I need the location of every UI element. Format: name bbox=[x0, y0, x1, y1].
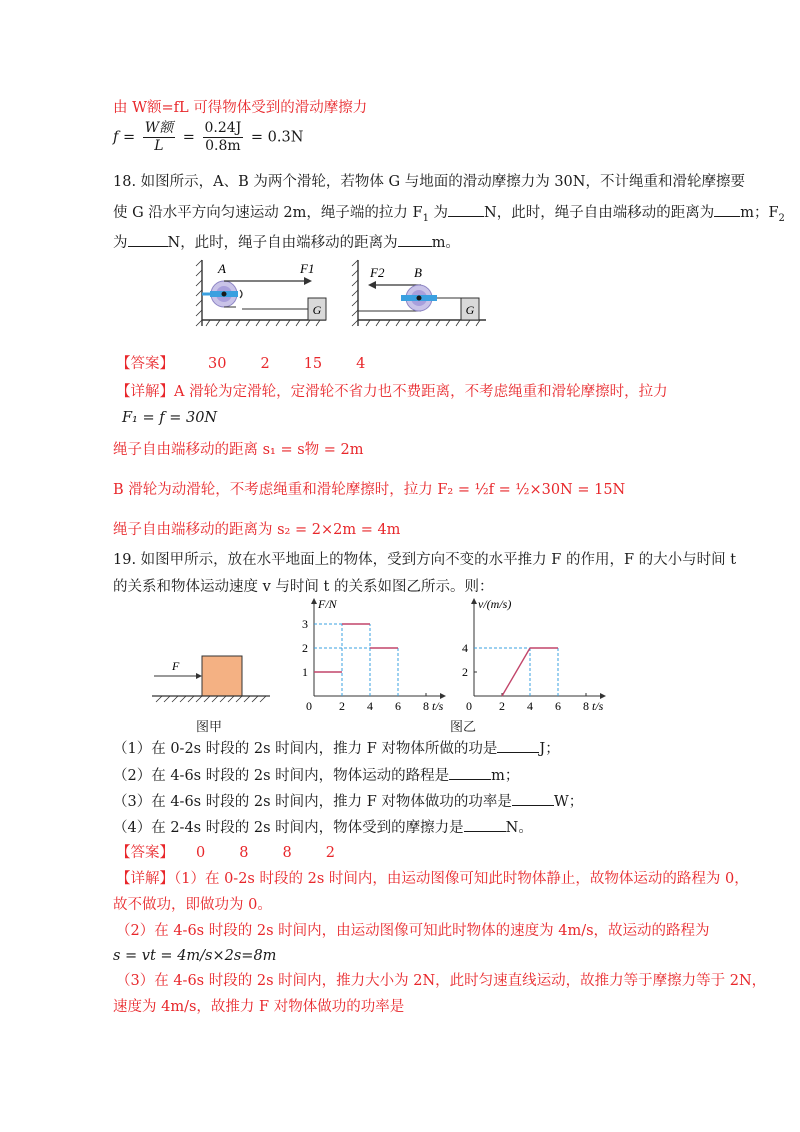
frac-den: 0.8m bbox=[205, 138, 241, 154]
answer-value: 2 bbox=[325, 845, 335, 861]
x-tick-label: 0 bbox=[306, 699, 312, 713]
q18-eq1: F₁ = f = 30N bbox=[122, 410, 218, 426]
answer-value: 8 bbox=[239, 845, 249, 861]
y-axis-label: F/N bbox=[318, 597, 337, 611]
fraction-w-over-l bbox=[143, 120, 175, 155]
q19-sub4 bbox=[113, 817, 533, 838]
answer-label: 【答案】 bbox=[116, 845, 174, 861]
force-f2-label: F2 bbox=[370, 265, 385, 280]
q19-text: （3）在 4-6s 时段的 2s 时间内，推力 F 对物体做功的功率是 bbox=[113, 794, 512, 810]
pulley-b-label: B bbox=[414, 265, 422, 280]
frac-num: 0.24J bbox=[204, 120, 242, 136]
x-tick-label: 6 bbox=[555, 699, 561, 713]
chart-force-vs-time bbox=[298, 596, 444, 713]
unit: W； bbox=[553, 794, 584, 810]
q19-detail-2a: （2）在 4-6s 时段的 2s 时间内，由运动图像可知此时物体的速度为 4m/s，故运动的路程为 bbox=[116, 923, 710, 939]
eq-result: = 0.3N bbox=[250, 129, 304, 146]
q19-line2: 的关系和物体运动速度 v 与时间 t 的关系如图乙所示。则： bbox=[113, 579, 494, 595]
q18-text: 使 G 沿水平方向匀速运动 2m，绳子端的拉力 F bbox=[113, 205, 423, 221]
fraction-values bbox=[203, 120, 244, 155]
block-g-label: G bbox=[465, 303, 475, 317]
friction-intro: 由 W额=fL 可得物体受到的滑动摩擦力 bbox=[113, 100, 368, 116]
answer-value: 2 bbox=[260, 356, 270, 372]
q18-blank-f1[interactable] bbox=[448, 202, 484, 217]
q18-blank-f2[interactable] bbox=[128, 232, 168, 247]
q18-detail-1 bbox=[116, 382, 668, 402]
x-tick-label: 2 bbox=[499, 699, 505, 713]
q18-line3 bbox=[113, 232, 460, 253]
y-tick-label: 1 bbox=[302, 665, 308, 679]
x-tick-label: 4 bbox=[367, 699, 373, 713]
answer-value: 4 bbox=[356, 356, 366, 372]
q18-text: m。 bbox=[431, 235, 460, 251]
x-tick-label: 2 bbox=[339, 699, 345, 713]
x-tick-label: 8 bbox=[423, 699, 429, 713]
y-axis-arrow bbox=[471, 598, 477, 604]
q18-text: N，此时，绳子自由端移动的距离为 bbox=[167, 235, 398, 251]
q19-detail-3a: （3）在 4-6s 时段的 2s 时间内，推力大小为 2N，此时匀速直线运动，故推力等于摩擦力等于 2N， bbox=[116, 973, 767, 989]
answer-value: 0 bbox=[196, 845, 206, 861]
q19-detail-3b: 速度为 4m/s，故推力 F 对物体做功的功率是 bbox=[113, 999, 405, 1015]
detail-label: 【详解】 bbox=[116, 384, 174, 400]
q18-line2 bbox=[113, 202, 785, 229]
pulley-figure-b bbox=[352, 260, 486, 326]
q19-sub1 bbox=[113, 738, 560, 759]
force-f-label: F bbox=[172, 659, 180, 673]
x-tick-label: 4 bbox=[527, 699, 533, 713]
sub: 1 bbox=[422, 212, 429, 224]
x-tick-label: 8 bbox=[583, 699, 589, 713]
block-g-label: G bbox=[312, 303, 322, 317]
q18-text: N，此时，绳子自由端移动的距离为 bbox=[484, 205, 715, 221]
q18-text: 为 bbox=[428, 205, 449, 221]
q19-blank-2[interactable] bbox=[449, 765, 491, 780]
detail-label: 【详解】 bbox=[116, 871, 174, 887]
y-tick-label: 2 bbox=[302, 641, 308, 655]
y-tick-label: 4 bbox=[462, 641, 468, 655]
pulley-figure-a bbox=[196, 260, 326, 326]
pulley-figures bbox=[196, 256, 496, 332]
figure-jia bbox=[150, 650, 275, 710]
force-f1-label: F1 bbox=[300, 261, 315, 276]
y-tick-label: 2 bbox=[462, 665, 468, 679]
answer-value: 8 bbox=[282, 845, 292, 861]
q19-answer-row bbox=[116, 843, 335, 863]
data-segment bbox=[502, 648, 530, 696]
q19-blank-4[interactable] bbox=[464, 817, 506, 832]
q18-text: 为 bbox=[113, 235, 128, 251]
friction-equation: f = $\frac{\text{W额}}{L}$ = $\frac{0.24J}{0.8m}$ = 0.3N bbox=[113, 120, 304, 154]
q19-blank-3[interactable] bbox=[512, 791, 554, 806]
y-tick-label: 3 bbox=[302, 617, 308, 631]
q18-answer-row bbox=[116, 354, 365, 374]
q19-sub2 bbox=[113, 765, 519, 786]
q18-blank-s1[interactable] bbox=[714, 202, 740, 217]
unit: J； bbox=[539, 741, 560, 757]
answer-value: 15 bbox=[303, 356, 323, 372]
figure-yi-caption: 图乙 bbox=[450, 720, 477, 735]
pulley-a-label: A bbox=[218, 261, 226, 276]
chart-velocity-vs-time bbox=[452, 596, 604, 713]
q18-text: m；F bbox=[740, 205, 779, 221]
detail-text: （1）在 0-2s 时段的 2s 时间内，由运动图像可知此时物体静止，故物体运动的路程为 0， bbox=[174, 871, 749, 887]
q19-detail-1a bbox=[116, 869, 749, 889]
q18-detail-3: B 滑轮为动滑轮，不考虑绳重和滑轮摩擦时，拉力 F₂ = ½f = ½×30N = 15N bbox=[113, 482, 626, 498]
q19-blank-1[interactable] bbox=[497, 738, 539, 753]
q18-detail-2: 绳子自由端移动的距离 s₁ = s物 = 2m bbox=[113, 442, 364, 458]
q18-blank-s2[interactable] bbox=[398, 232, 432, 247]
q19-text: （4）在 2-4s 时段的 2s 时间内，物体受到的摩擦力是 bbox=[113, 820, 464, 836]
sub: 2 bbox=[778, 212, 785, 224]
figure-jia-caption: 图甲 bbox=[196, 720, 223, 735]
x-axis-label: t/s bbox=[432, 699, 444, 713]
frac-num: W额 bbox=[144, 120, 174, 136]
unit: N。 bbox=[505, 820, 533, 836]
answer-label: 【答案】 bbox=[116, 356, 174, 372]
frac-den: L bbox=[154, 138, 164, 154]
q19-detail-1b: 故不做功，即做功为 0。 bbox=[113, 897, 272, 913]
q19-text: （1）在 0-2s 时段的 2s 时间内，推力 F 对物体所做的功是 bbox=[113, 741, 498, 757]
y-axis-arrow bbox=[311, 598, 317, 604]
unit: m； bbox=[491, 768, 520, 784]
q19-detail-2b: s = vt = 4m/s×2s=8m bbox=[113, 948, 277, 964]
x-tick-label: 0 bbox=[466, 699, 472, 713]
q19-text: （2）在 4-6s 时段的 2s 时间内，物体运动的路程是 bbox=[113, 768, 450, 784]
q18-line1: 18. 如图所示，A、B 为两个滑轮，若物体 G 与地面的滑动摩擦力为 30N，不计绳重和滑轮摩擦要 bbox=[113, 174, 745, 190]
detail-text: A 滑轮为定滑轮，定滑轮不省力也不费距离，不考虑绳重和滑轮摩擦时，拉力 bbox=[174, 384, 668, 400]
q18-detail-4: 绳子自由端移动的距离为 s₂ = 2×2m = 4m bbox=[113, 522, 401, 538]
answer-value: 30 bbox=[208, 356, 227, 372]
q19-sub3 bbox=[113, 791, 583, 812]
x-axis-label: t/s bbox=[592, 699, 604, 713]
eq-lhs: f = bbox=[113, 129, 136, 146]
x-tick-label: 6 bbox=[395, 699, 401, 713]
y-axis-label: v/(m/s) bbox=[478, 597, 512, 611]
q19-line1: 19. 如图甲所示，放在水平地面上的物体，受到方向不变的水平推力 F 的作用，F 的大小与时间 t bbox=[113, 552, 737, 568]
